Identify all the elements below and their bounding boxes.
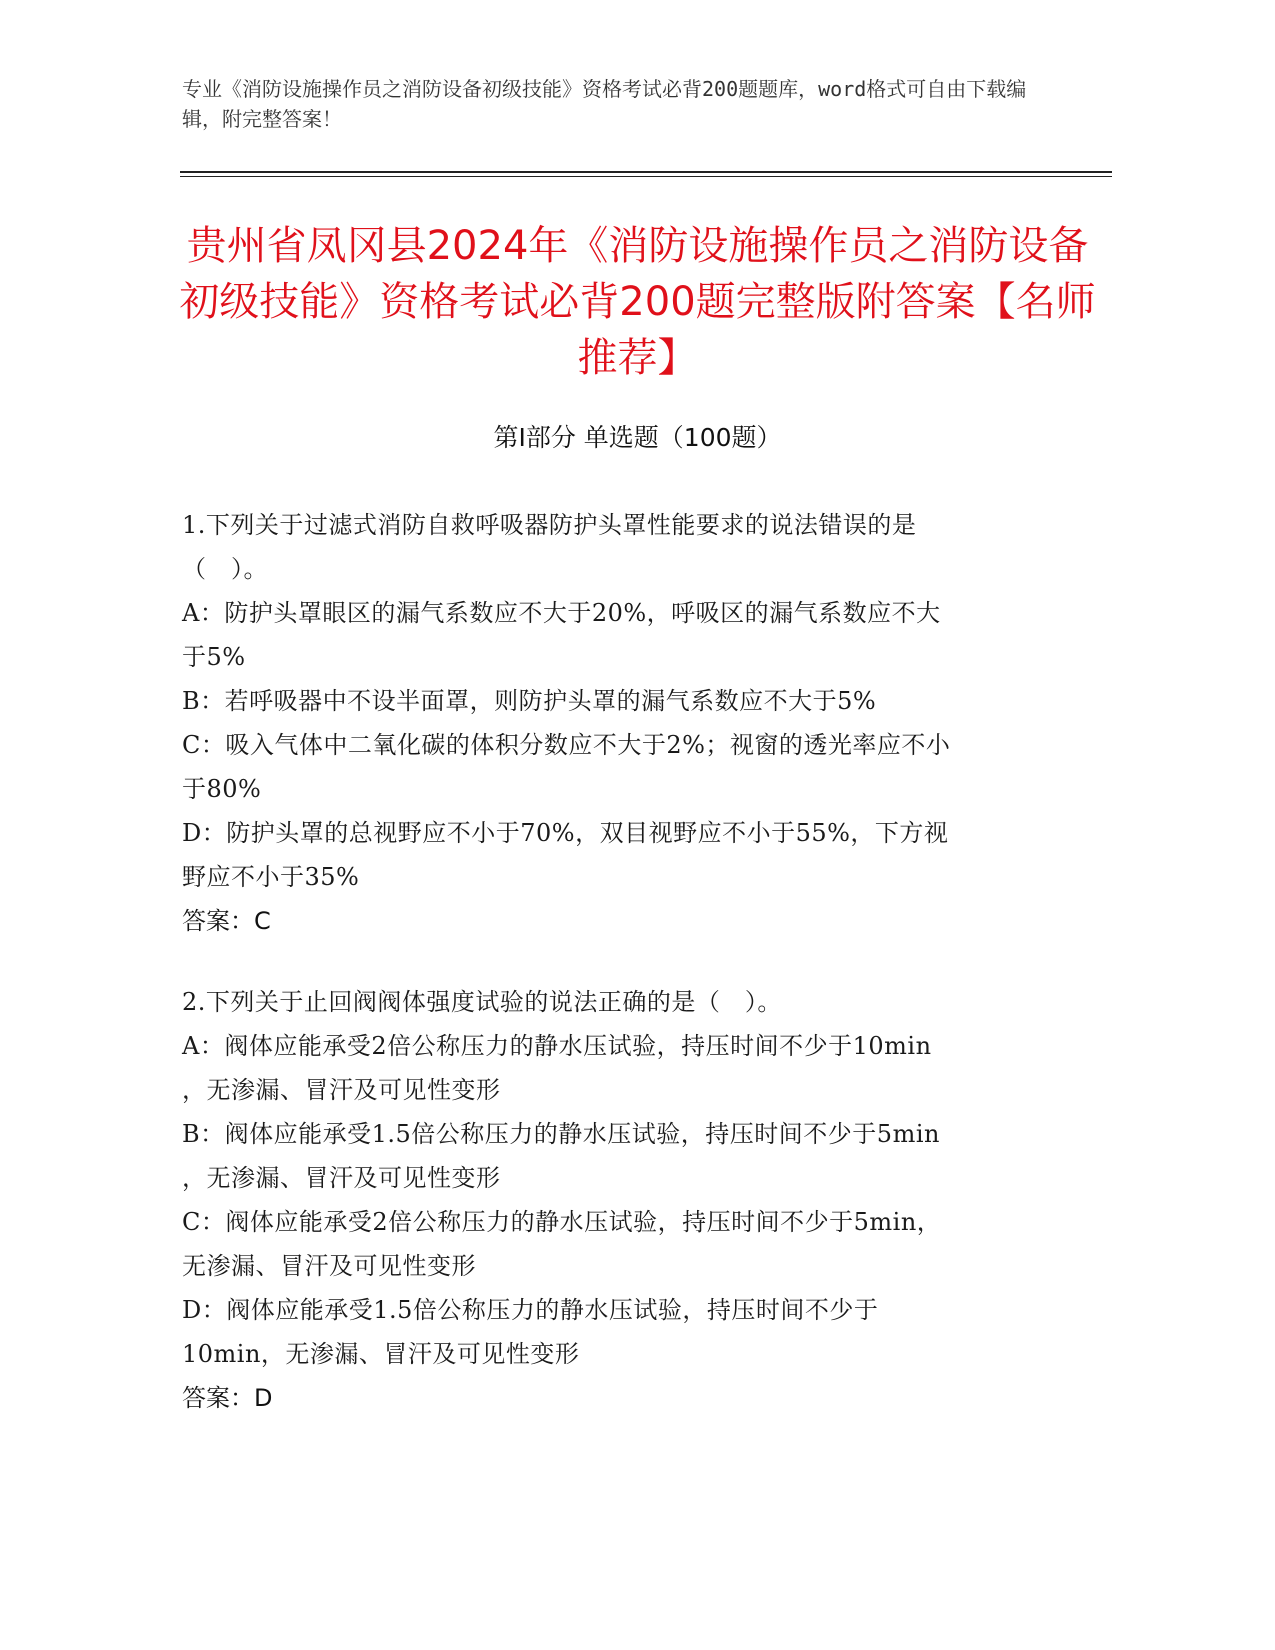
- question-2-option-c: C：阀体应能承受2倍公称压力的静水压试验，持压时间不少于5min，: [182, 1208, 942, 1236]
- question-2: [182, 980, 1042, 1420]
- question-1-stem: 1.下列关于过滤式消防自救呼吸器防护头罩性能要求的说法错误的是: [182, 511, 917, 539]
- question-1-stem-cont: （ ）。: [182, 555, 268, 583]
- question-1-option-a: A：防护头罩眼区的漏气系数应不大于20%，呼吸区的漏气系数应不大: [182, 599, 941, 627]
- question-2-option-a: A：阀体应能承受2倍公称压力的静水压试验，持压时间不少于10min: [182, 1032, 932, 1060]
- question-2-option-d-cont: 10min，无渗漏、冒汗及可见性变形: [182, 1340, 580, 1368]
- question-2-stem: 2.下列关于止回阀阀体强度试验的说法正确的是（ ）。: [182, 988, 782, 1016]
- header-divider-thin: [180, 176, 1112, 177]
- section-heading: 第Ⅰ部分 单选题（100题）: [493, 423, 782, 452]
- question-1-option-a-cont: 于5%: [182, 643, 246, 671]
- question-1: [182, 503, 1042, 943]
- header-divider-thick: [180, 171, 1112, 173]
- question-2-option-b-cont: ，无渗漏、冒汗及可见性变形: [182, 1164, 501, 1192]
- document-title: 贵州省凤冈县2024年《消防设施操作员之消防设备初级技能》资格考试必背200题完整版附答案【名师推荐】: [179, 223, 1096, 381]
- question-2-option-c-cont: 无渗漏、冒汗及可见性变形: [182, 1252, 476, 1280]
- question-1-option-b: B：若呼吸器中不设半面罩，则防护头罩的漏气系数应不大于5%: [182, 687, 877, 715]
- question-1-answer: 答案：C: [182, 907, 271, 935]
- question-1-option-d: D：防护头罩的总视野应不小于70%，双目视野应不小于55%，下方视: [182, 819, 949, 847]
- question-1-option-d-cont: 野应不小于35%: [182, 863, 360, 891]
- question-list: [182, 503, 1042, 1457]
- question-1-option-c-cont: 于80%: [182, 775, 262, 803]
- question-2-option-d: D：阀体应能承受1.5倍公称压力的静水压试验，持压时间不少于: [182, 1296, 879, 1324]
- header-note: 专业《消防设施操作员之消防设备初级技能》资格考试必背200题题库，word格式可自由下载编辑，附完整答案！: [182, 77, 1027, 131]
- question-2-option-a-cont: ，无渗漏、冒汗及可见性变形: [182, 1076, 501, 1104]
- question-2-option-b: B：阀体应能承受1.5倍公称压力的静水压试验，持压时间不少于5min: [182, 1120, 940, 1148]
- question-1-option-c: C：吸入气体中二氧化碳的体积分数应不大于2%；视窗的透光率应不小: [182, 731, 951, 759]
- question-2-answer: 答案：D: [182, 1384, 273, 1412]
